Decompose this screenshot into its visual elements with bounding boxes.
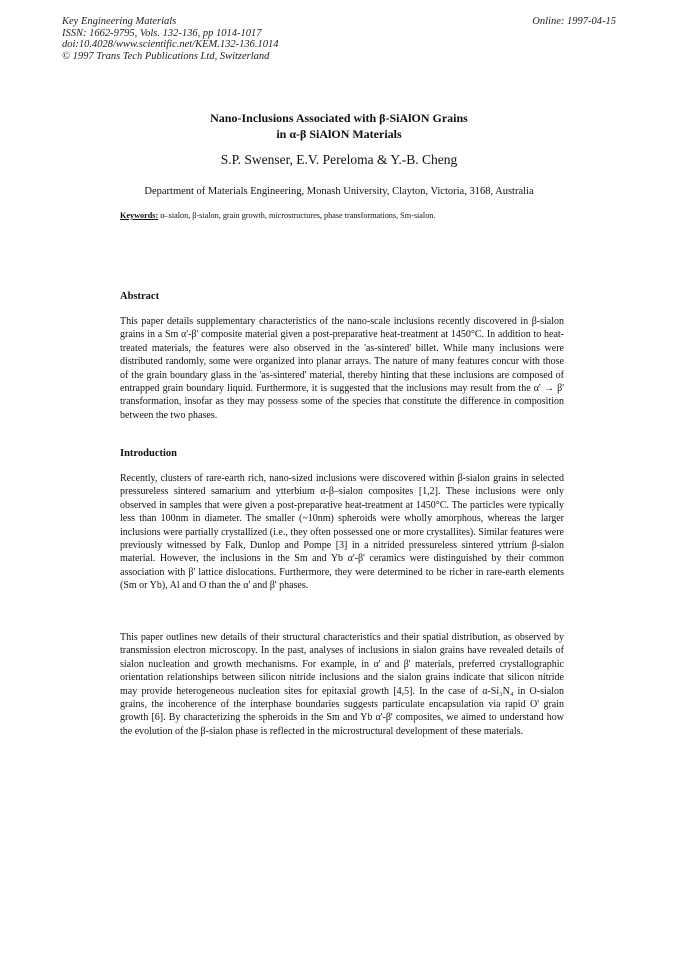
title-line-1: Nano-Inclusions Associated with β-SiAlON Grains xyxy=(210,111,468,125)
introduction-heading: Introduction xyxy=(120,448,177,459)
affiliation: Department of Materials Engineering, Monash University, Clayton, Victoria, 3168, Australia xyxy=(144,186,534,197)
issn-line: ISSN: 1662-9795, Vols. 132-136, pp 1014-1017 xyxy=(62,27,262,39)
introduction-paragraph-1: Recently, clusters of rare-earth rich, nano-sized inclusions were discovered within β-sialon grains in selected pressureless sintered samarium and ytterbium α-β–sialon composites [1,2]. These inclusions were only observed in samples that were given a post-preparative heat-treatment at 1450°C. The particles were typically less than 100nm in diameter. The smaller (~10nm) spheroids were wholly amorphous, whereas the larger inclusions were partially crystallized (i.e., they often possessed one or more crystallites). Similar features were previously witnessed by Falk, Dunlop and Pompe [3] in a nitrided pressureless sintered yttrium β-sialon material. However, the inclusions in the Sm and Yb α'-β' ceramics were distinguished by their common association with β' lattice dislocations. Furthermore, they were determined to be richer in rare-earth elements (Sm or Yb), Al and O than the α' and β' phases. xyxy=(120,473,564,592)
keywords xyxy=(120,211,560,220)
journal-header xyxy=(62,16,279,62)
author-list: S.P. Swenser, E.V. Pereloma & Y.-B. Cheng xyxy=(220,152,458,167)
keywords-text: α–sialon, β-sialon, grain growth, microstructures, phase transformations, Sm-sialon. xyxy=(160,211,436,220)
abstract-heading: Abstract xyxy=(120,291,160,302)
doi-line: doi:10.4028/www.scientific.net/KEM.132-136.1014 xyxy=(62,39,279,50)
paper-title xyxy=(0,110,678,142)
journal-name: Key Engineering Materials xyxy=(62,16,177,27)
keywords-label: Keywords: xyxy=(120,211,159,220)
title-line-2: in α-β SiAlON Materials xyxy=(276,127,402,141)
online-date: Online: 1997-04-15 xyxy=(532,16,616,27)
copyright-line: © 1997 Trans Tech Publications Ltd, Switzerland xyxy=(62,50,270,62)
introduction-paragraph-2: This paper outlines new details of their structural characteristics and their spatial distribution, as observed by transmission electron microscopy. In the past, analyses of inclusions in sialon grains have revealed details of sialon nucleation and growth mechanisms. For example, in α' and β' materials, preferred crystallographic orientation relationships between silicon nitride inclusions and the sialon grains indicate that silicon nitride may provide heterogeneous nucleation sites for epitaxial growth [4,5]. In the case of α-Si₃N₄ in O-sialon grains, the incoherence of the interphase boundaries suggests particulate encapsulation via rapid O' grain growth [6]. By characterizing the spheroids in the Sm and Yb α'-β' composites, we aimed to understand how the evolution of the β-sialon phase is reflected in the microstructural development of these materials. xyxy=(120,632,564,737)
abstract-text: This paper details supplementary characteristics of the nano-scale inclusions recently discovered in β-sialon grains in a Sm α'-β' composite material given a post-preparative heat-treatment at 1450°C. In addition to heat-treated materials, the features were also observed in the 'as-sintered' billet. While many inclusions were distributed randomly, some were organized into planar arrays. The nature of many features concur with those of the grain boundary glass in the 'as-sintered' material, thereby hinting that these inclusions are composed of entrapped grain boundary liquid. Furthermore, it is suggested that the inclusions may result from the α' → β' transformation, insofar as they may possess some of the species that constitute the difference in composition between the two phases. xyxy=(120,316,564,421)
